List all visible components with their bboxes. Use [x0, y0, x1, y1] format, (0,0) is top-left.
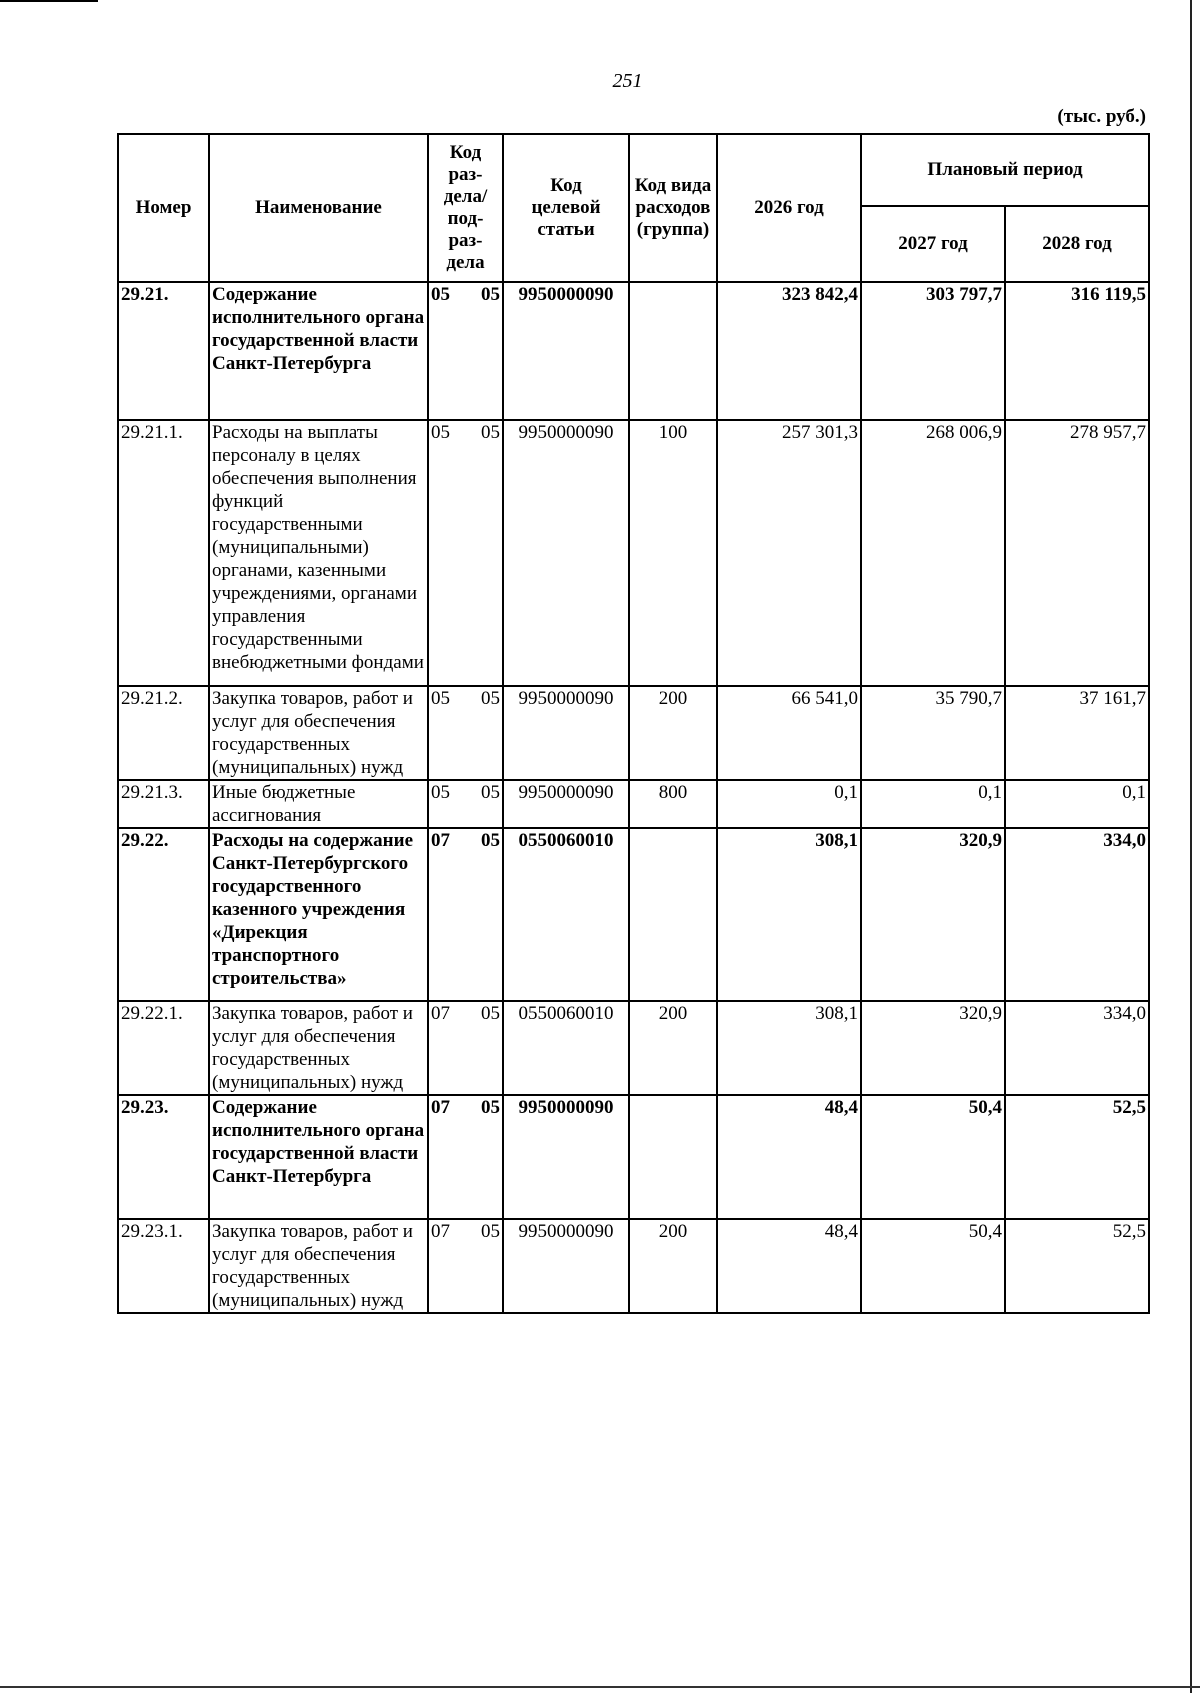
row-target-code: 0550060010 [503, 1001, 629, 1095]
header-line: целевой [531, 197, 601, 218]
subsection-code: 05 [481, 688, 500, 709]
header-line: (группа) [636, 219, 710, 240]
row-target-code: 9950000090 [503, 780, 629, 828]
header-line: статьи [537, 219, 595, 240]
row-expense-code: 200 [629, 686, 717, 780]
row-section-code [428, 1219, 503, 1313]
header-planned-period: Плановый период [861, 134, 1149, 206]
row-section-code [428, 780, 503, 828]
row-amount-2028: 52,5 [1005, 1219, 1149, 1313]
section-code: 07 [431, 830, 450, 851]
row-section-code [428, 1095, 503, 1219]
row-name: Расходы на содержание Санкт-Петербургского государственного казенного учреждения «Дирекция транспортного строительства» [209, 828, 428, 1001]
section-code: 07 [431, 1221, 450, 1242]
row-name: Расходы на выплаты персоналу в целях обеспечения выполнения функций государственными (муниципальными) органами, казенными учреждениями, органами управления государственными внебюджетными фондами [209, 420, 428, 686]
row-amount-2028: 278 957,7 [1005, 420, 1149, 686]
subsection-code: 05 [481, 1097, 500, 1118]
subsection-code: 05 [481, 1003, 500, 1024]
row-target-code: 9950000090 [503, 282, 629, 420]
row-section-code [428, 828, 503, 1001]
row-target-code: 0550060010 [503, 828, 629, 1001]
row-expense-code [629, 828, 717, 1001]
row-amount-2028: 334,0 [1005, 1001, 1149, 1095]
row-name: Закупка товаров, работ и услуг для обеспечения государственных (муниципальных) нужд [209, 1219, 428, 1313]
table-row [118, 420, 1149, 686]
scan-edge-bottom [0, 1686, 1200, 1688]
page-number: 251 [612, 70, 643, 92]
row-expense-code: 200 [629, 1001, 717, 1095]
row-amount-2027: 50,4 [861, 1219, 1005, 1313]
row-number: 29.21.2. [118, 686, 209, 780]
row-amount-2026: 308,1 [717, 828, 861, 1001]
row-amount-2026: 308,1 [717, 1001, 861, 1095]
row-amount-2028: 37 161,7 [1005, 686, 1149, 780]
header-year-2026: 2026 год [717, 134, 861, 282]
table-row [118, 1095, 1149, 1219]
subsection-code: 05 [481, 830, 500, 851]
row-target-code: 9950000090 [503, 420, 629, 686]
scan-edge-right [1190, 0, 1192, 1693]
header-year-2027: 2027 год [861, 206, 1005, 282]
header-expense-code [629, 134, 717, 282]
header-line: под- [447, 208, 484, 229]
header-line: Код [449, 142, 482, 163]
subsection-code: 05 [481, 782, 500, 803]
header-year-2028: 2028 год [1005, 206, 1149, 282]
header-line: дела/ [443, 186, 488, 207]
row-amount-2027: 320,9 [861, 828, 1005, 1001]
row-name: Закупка товаров, работ и услуг для обеспечения государственных (муниципальных) нужд [209, 1001, 428, 1095]
row-number: 29.21.1. [118, 420, 209, 686]
row-amount-2028: 0,1 [1005, 780, 1149, 828]
row-amount-2027: 268 006,9 [861, 420, 1005, 686]
table-row [118, 780, 1149, 828]
row-amount-2028: 52,5 [1005, 1095, 1149, 1219]
row-amount-2026: 0,1 [717, 780, 861, 828]
row-amount-2027: 303 797,7 [861, 282, 1005, 420]
section-code: 05 [431, 422, 450, 443]
row-expense-code: 200 [629, 1219, 717, 1313]
header-target-code [503, 134, 629, 282]
header-line: дела [446, 252, 485, 273]
row-amount-2027: 320,9 [861, 1001, 1005, 1095]
row-amount-2027: 50,4 [861, 1095, 1005, 1219]
table-body [118, 282, 1149, 1313]
header-line: раз- [448, 230, 483, 251]
section-code: 07 [431, 1003, 450, 1024]
header-line: Код вида [634, 175, 712, 196]
subsection-code: 05 [481, 422, 500, 443]
row-section-code [428, 686, 503, 780]
table-row [118, 1001, 1149, 1095]
row-name: Иные бюджетные ассигнования [209, 780, 428, 828]
section-code: 05 [431, 688, 450, 709]
row-amount-2026: 257 301,3 [717, 420, 861, 686]
row-target-code: 9950000090 [503, 1095, 629, 1219]
section-code: 05 [431, 782, 450, 803]
header-line: Код [550, 175, 582, 196]
row-expense-code [629, 1095, 717, 1219]
row-amount-2028: 316 119,5 [1005, 282, 1149, 420]
table-row [118, 282, 1149, 420]
row-number: 29.22.1. [118, 1001, 209, 1095]
header-section-code [428, 134, 503, 282]
row-number: 29.23. [118, 1095, 209, 1219]
section-code: 07 [431, 1097, 450, 1118]
header-name: Наименование [209, 134, 428, 282]
subsection-code: 05 [481, 284, 500, 305]
row-amount-2027: 0,1 [861, 780, 1005, 828]
row-target-code: 9950000090 [503, 1219, 629, 1313]
row-name: Содержание исполнительного органа государственной власти Санкт-Петербурга [209, 282, 428, 420]
table-header [118, 134, 1149, 282]
row-expense-code [629, 282, 717, 420]
row-section-code [428, 1001, 503, 1095]
row-amount-2026: 48,4 [717, 1219, 861, 1313]
table-row [118, 828, 1149, 1001]
section-code: 05 [431, 284, 450, 305]
header-line: раз- [448, 164, 483, 185]
row-amount-2026: 48,4 [717, 1095, 861, 1219]
row-number: 29.21. [118, 282, 209, 420]
header-number: Номер [118, 134, 209, 282]
table-row [118, 686, 1149, 780]
row-name: Закупка товаров, работ и услуг для обеспечения государственных (муниципальных) нужд [209, 686, 428, 780]
row-amount-2027: 35 790,7 [861, 686, 1005, 780]
row-amount-2028: 334,0 [1005, 828, 1149, 1001]
table-row [118, 1219, 1149, 1313]
row-expense-code: 100 [629, 420, 717, 686]
row-number: 29.23.1. [118, 1219, 209, 1313]
row-amount-2026: 323 842,4 [717, 282, 861, 420]
scan-edge-top [0, 0, 98, 2]
budget-table [117, 133, 1150, 1314]
row-amount-2026: 66 541,0 [717, 686, 861, 780]
header-line: расходов [635, 197, 711, 218]
row-target-code: 9950000090 [503, 686, 629, 780]
row-number: 29.21.3. [118, 780, 209, 828]
row-section-code [428, 420, 503, 686]
subsection-code: 05 [481, 1221, 500, 1242]
row-number: 29.22. [118, 828, 209, 1001]
currency-unit: (тыс. руб.) [1057, 106, 1146, 127]
row-section-code [428, 282, 503, 420]
row-expense-code: 800 [629, 780, 717, 828]
row-name: Содержание исполнительного органа государственной власти Санкт-Петербурга [209, 1095, 428, 1219]
